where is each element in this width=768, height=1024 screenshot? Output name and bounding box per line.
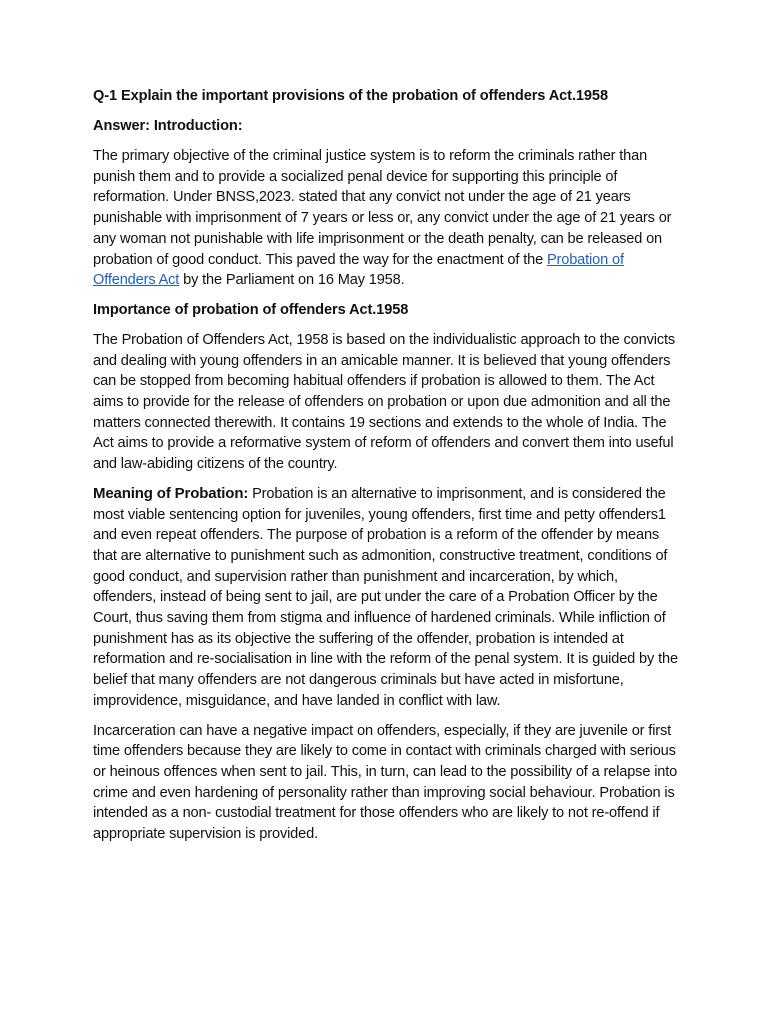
intro-text-after-link: by the Parliament on 16 May 1958. bbox=[179, 272, 405, 289]
question-heading: Q-1 Explain the important provisions of the probation of offenders Act.1958 bbox=[93, 88, 608, 104]
document-page bbox=[93, 86, 683, 854]
answer-heading: Answer: Introduction: bbox=[93, 118, 243, 134]
importance-heading: Importance of probation of offenders Act.1958 bbox=[93, 301, 409, 318]
importance-paragraph: The Probation of Offenders Act, 1958 is based on the individualistic approach to the convicts and dealing with young offenders in an amicable manner. It is believed that young offenders can be stopped from becoming habitual offenders if probation is allowed to them. The Act aims to provide for the release of offenders on probation or upon due admonition and all the matters connected therewith. It contains 19 sections and extends to the whole of India. The Act aims to provide a reformative system of reform of offenders and convert them into useful and law-abiding citizens of the country. bbox=[93, 331, 676, 473]
incarceration-paragraph: Incarceration can have a negative impact on offenders, especially, if they are juvenile or first time offenders because they are likely to come in contact with criminals charged with serious or heinous offences when sent to jail. This, in turn, can lead to the possibility of a relapse into crime and even hardening of personality rather than improving social behaviour. Probation is intended as a non- custodial treatment for those offenders who are likely to not re-offend if appropriate supervision is provided. bbox=[93, 722, 678, 843]
probation-act-link[interactable]: Probation of Offenders Act bbox=[93, 251, 624, 289]
intro-text-before-link: The primary objective of the criminal justice system is to reform the criminals rather than punish them and to provide a socialized penal device for supporting this principle of reformation. Under BNSS,2023. stated that any convict not under the age of 21 years punishable with imprisonment of 7 years or less or, any convict under the age of 21 years or any woman not punishable with life imprisonment or the death penalty, can be released on probation of good conduct. This paved the way for the enactment of the bbox=[93, 148, 672, 268]
intro-paragraph bbox=[93, 146, 683, 291]
meaning-text: Probation is an alternative to imprisonment, and is considered the most viable sentencing option for juveniles, young offenders, first time and petty offenders1 and even repeat offenders. The purpose of probation is a reform of the offender by means that are alternative to punishment such as admonition, constructive treatment, conditions of good conduct, and supervision rather than punishment and incarceration, by which, offenders, instead of being sent to jail, are put under the care of a Probation Officer by the Court, thus saving them from stigma and influence of hardened criminals. While infliction of punishment has as its objective the suffering of the offender, probation is intended at reformation and re-socialisation in line with the reform of the penal system. It is guided by the belief that many offenders are not dangerous criminals but have acted in misfortune, improvidence, misguidance, and have landed in conflict with law. bbox=[93, 485, 678, 709]
meaning-label: Meaning of Probation: bbox=[93, 484, 249, 502]
meaning-paragraph bbox=[93, 484, 683, 712]
